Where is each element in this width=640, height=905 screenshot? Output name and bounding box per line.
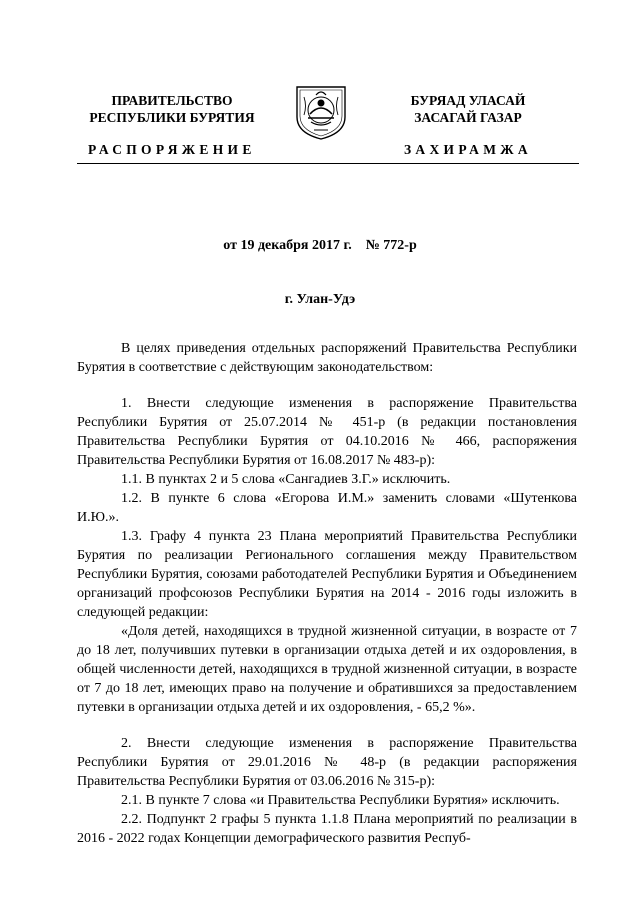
document-type-buryat: ЗАХИРАМЖА (404, 142, 532, 157)
item-1-1-paragraph: 1.1. В пунктах 2 и 5 слова «Сангадиев З.Г.» исключить. (121, 472, 451, 487)
header-divider (77, 163, 579, 164)
item-2-2-paragraph: 2.2. Подпункт 2 графы 5 пункта 1.1.8 Плана мероприятий по реализации в 2016 - 2022 годах Концепции демографического развития Респуб- (77, 812, 577, 846)
government-name-buryat-line1: БУРЯАД УЛАСАЙ (410, 93, 526, 108)
item-1-paragraph: 1. Внести следующие изменения в распоряжение Правительства Республики Бурятия от 25.07.2014 № 451-р (в редакции постановления Правительства Республики Бурятия от 04.10.2016 № 466, распоряжения Правительства Республики Бурятия от 16.08.2017 № 483-р): (77, 396, 577, 468)
document-city: г. Улан-Удэ (284, 292, 356, 307)
government-name-line2: РЕСПУБЛИКИ БУРЯТИЯ (89, 110, 255, 125)
government-name-russian (72, 92, 272, 126)
document-date-number: от 19 декабря 2017 г. № 772-р (223, 238, 417, 253)
coat-of-arms-emblem-icon (294, 81, 348, 141)
paragraph-gap (77, 717, 577, 734)
document-type-russian: РАСПОРЯЖЕНИЕ (88, 142, 256, 157)
item-1-3-paragraph: 1.3. Графу 4 пункта 23 Плана мероприятий Правительства Республики Бурятия по реализации Регионального соглашения между Правительством Республики Бурятия, союзами работодателей Республики Бурятия и Объединением организаций профсоюзов Республики Бурятия на 2014 - 2016 годы изложить в следующей редакции: (77, 529, 577, 620)
preamble-paragraph: В целях приведения отдельных распоряжений Правительства Республики Бурятия в соответствие с действующим законодательством: (77, 341, 577, 375)
quoted-text-paragraph: «Доля детей, находящихся в трудной жизненной ситуации, в возрасте от 7 до 18 лет, получивших путевки в организации отдыха детей и их оздоровления, в общей численности детей, находящихся в трудной жизненной ситуации, в возрасте от 7 до 18 лет, имеющих право на получение и обратившихся за предоставлением путевки в организации отдыха детей и их оздоровления, - 65,2 %». (77, 624, 577, 715)
government-name-buryat-line2: ЗАСАГАЙ ГАЗАР (414, 110, 522, 125)
document-body (77, 339, 577, 848)
government-name-line1: ПРАВИТЕЛЬСТВО (111, 93, 233, 108)
item-2-paragraph: 2. Внести следующие изменения в распоряжение Правительства Республики Бурятия от 29.01.2016 № 48-р (в редакции распоряжения Правительства Республики Бурятия от 03.06.2016 № 315-р): (77, 736, 577, 789)
government-name-buryat (368, 92, 568, 126)
item-1-2-paragraph: 1.2. В пункте 6 слова «Егорова И.М.» заменить словами «Шутенкова И.Ю.». (77, 491, 577, 525)
item-2-1-paragraph: 2.1. В пункте 7 слова «и Правительства Республики Бурятия» исключить. (121, 793, 560, 808)
paragraph-gap (77, 377, 577, 394)
